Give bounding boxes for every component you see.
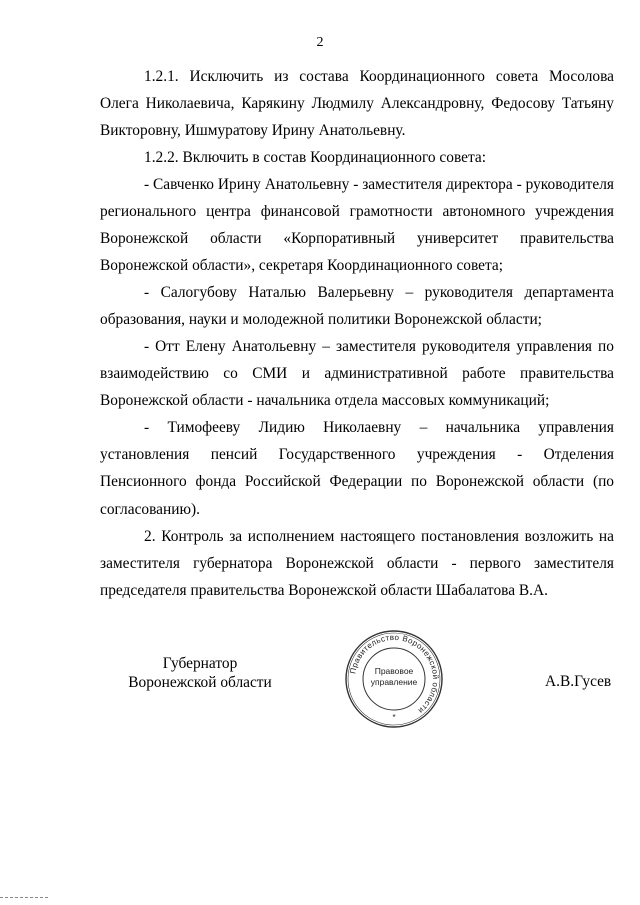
paragraph-control: 2. Контроль за исполнением настоящего постановления возложить на заместителя губернатора Воронежской области - первого заместителя председателя правительства Воронежской области Шабалатова В.А. <box>100 527 614 599</box>
paragraph-member-ott: - Отт Елену Анатольевну – заместителя руководителя управления по взаимодействию со СМИ и административной работе правительства Воронежской области - начальника отдела массовых коммуникаций; <box>100 338 614 409</box>
document-body <box>100 63 614 604</box>
official-stamp <box>343 628 445 730</box>
paragraph-member-salogubova: - Салогубову Наталью Валерьевну – руководителя департамента образования, науки и молодежной политики Воронежской области; <box>100 284 614 328</box>
signer-region: Воронежской области <box>128 674 272 691</box>
stamp-inner-line2: управление <box>370 677 418 687</box>
stamp-inner-line1: Правовое <box>374 666 414 676</box>
paragraph-member-timofeeva: - Тимофееву Лидию Николаевну – начальника управления установления пенсий Государственного учреждения - Отделения Пенсионного фонда Российской Федерации по Воронежской области (по согласованию). <box>100 419 614 518</box>
paragraph-include-members: 1.2.2. Включить в состав Координационного совета: <box>144 149 486 166</box>
footer-divider <box>0 897 48 898</box>
signer-name: А.В.Гусев <box>545 673 612 690</box>
signer-title: Губернатор <box>162 655 238 672</box>
page-number: 2 <box>316 35 324 50</box>
stamp-outer-text: Правительство Воронежской области <box>348 632 441 716</box>
paragraph-exclude-members: 1.2.1. Исключить из состава Координационного совета Мосолова Олега Николаевича, Карякину Людмилу Александровну, Федосову Татьяну Викторовну, Ишмуратову Ирину Анатольевну. <box>100 68 614 139</box>
stamp-star-icon: * <box>392 713 396 722</box>
paragraph-member-savchenko: - Савченко Ирину Анатольевну - заместителя директора - руководителя регионального центра финансовой грамотности автономного учреждения Воронежской области «Корпоративный университет правительства Воронежской области», секретаря Координационного совета; <box>100 176 614 274</box>
signer-position <box>105 654 295 692</box>
signature-block <box>0 632 640 730</box>
